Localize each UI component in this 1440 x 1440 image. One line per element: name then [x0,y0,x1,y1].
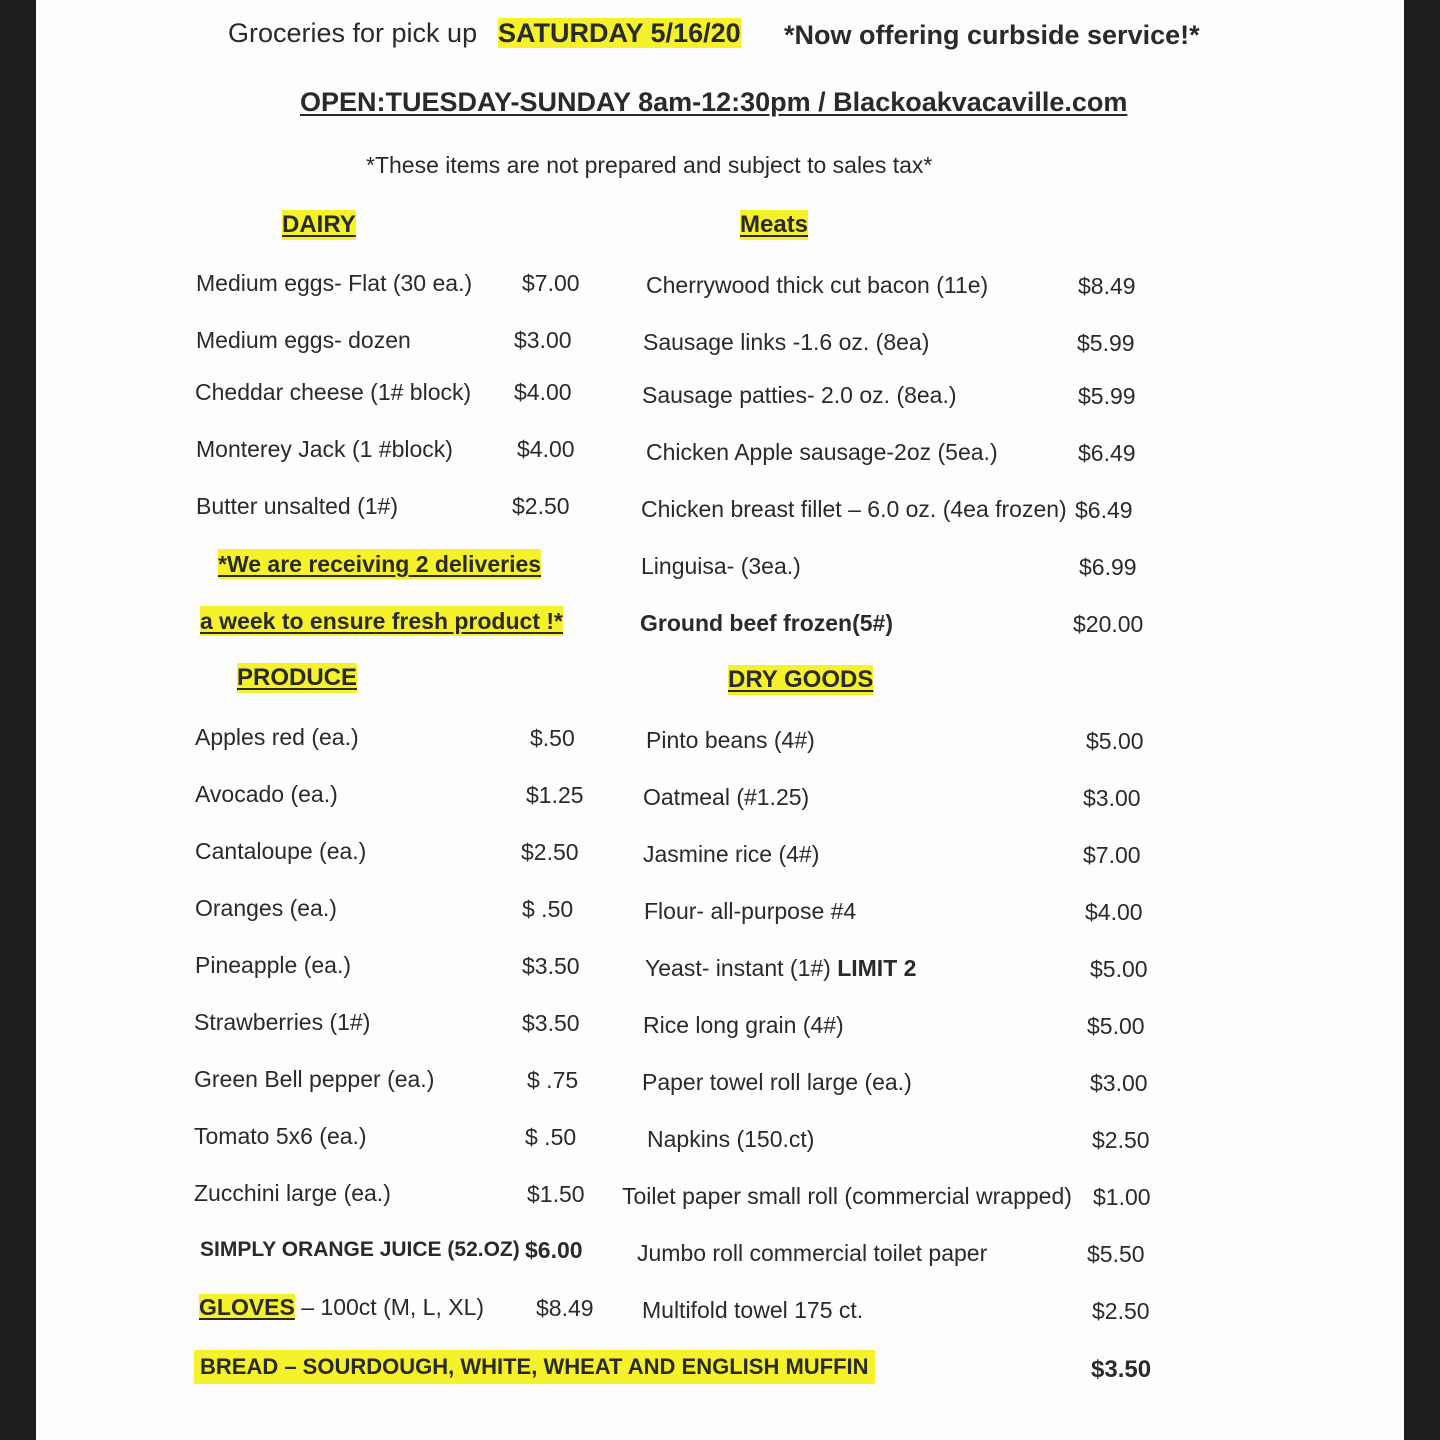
gloves-row [199,1292,484,1322]
produce-item-price: $1.50 [527,1181,585,1207]
dry-goods-item-price: $2.50 [1092,1127,1150,1153]
dry-goods-item-name: Yeast- instant (1#) [645,955,831,981]
dry-goods-item-price: $5.00 [1086,728,1144,754]
meats-item-price: $6.49 [1075,497,1133,523]
dry-goods-item-price: $5.50 [1087,1241,1145,1267]
dry-goods-item-name: Jumbo roll commercial toilet paper [637,1240,988,1266]
produce-item-price: $3.50 [522,953,580,979]
meats-item-price: $6.99 [1079,554,1137,580]
produce-item-name: Cantaloupe (ea.) [195,838,367,864]
meats-item-price: $8.49 [1078,273,1136,299]
dry-goods-item-name: Multifold towel 175 ct. [642,1297,864,1323]
dry-goods-item-price: $3.00 [1090,1070,1148,1096]
produce-item-name: Apples red (ea.) [195,724,359,750]
produce-item-price: $1.25 [526,782,584,808]
dairy-heading: DAIRY [282,211,356,238]
meats-item-name: Linguisa- (3ea.) [641,553,801,579]
dry-goods-item-price: $4.00 [1085,899,1143,925]
dairy-item-name: Medium eggs- dozen [196,327,411,353]
dairy-item-name: Cheddar cheese (1# block) [195,379,472,405]
produce-item-price: $ .50 [522,896,574,922]
produce-item-name: Pineapple (ea.) [195,952,351,978]
dry-goods-item-name: Oatmeal (#1.25) [643,784,810,810]
delivery-note-line2: a week to ensure fresh product !* [200,608,563,634]
produce-item-name: Green Bell pepper (ea.) [194,1066,435,1092]
dry-goods-item-name: Jasmine rice (4#) [643,841,820,867]
produce-item-price: $ .75 [527,1067,579,1093]
meats-item-name: Sausage patties- 2.0 oz. (8ea.) [642,382,957,408]
bread-price: $3.50 [1091,1356,1152,1383]
dry-goods-item-name: Paper towel roll large (ea.) [642,1069,912,1095]
dry-goods-item-price: $5.00 [1087,1013,1145,1039]
dry-goods-item-price: $5.00 [1090,956,1148,982]
meats-item-name: Chicken Apple sausage-2oz (5ea.) [646,439,998,465]
curbside-note: *Now offering curbside service!* [784,20,1200,50]
dairy-item-name: Butter unsalted (1#) [196,493,399,519]
dairy-item-price: $4.00 [517,436,575,462]
dry-goods-item-name: Rice long grain (4#) [643,1012,844,1038]
header-prefix: Groceries for pick up [228,18,478,48]
dairy-item-price: $4.00 [514,379,572,405]
meats-heading: Meats [740,211,809,238]
meats-item-price: $20.00 [1073,611,1144,637]
produce-item-price: $3.50 [522,1010,580,1036]
produce-item-price: $6.00 [525,1237,583,1263]
gloves-label: GLOVES [199,1294,295,1320]
meats-item-price: $6.49 [1078,440,1136,466]
produce-item-price: $ .50 [525,1124,577,1150]
gloves-detail: – 100ct (M, L, XL) [294,1294,485,1320]
dairy-item-price: $7.00 [522,270,580,296]
produce-item-name: Tomato 5x6 (ea.) [194,1123,367,1149]
meats-item-name: Cherrywood thick cut bacon (11e) [646,272,989,298]
delivery-note-line1: *We are receiving 2 deliveries [218,551,542,577]
produce-item-name: Avocado (ea.) [195,781,338,807]
meats-item-name: Ground beef frozen(5#) [640,610,894,636]
dry-goods-heading: DRY GOODS [728,666,874,693]
yeast-row [645,953,916,983]
pickup-date: SATURDAY 5/16/20 [498,18,741,48]
dairy-item-price: $2.50 [512,493,570,519]
produce-item-name: Zucchini large (ea.) [194,1180,391,1206]
gloves-price: $8.49 [536,1295,594,1321]
produce-item-name: Oranges (ea.) [195,895,337,921]
dairy-item-price: $3.00 [514,327,572,353]
bread-label: BREAD – SOURDOUGH, WHITE, WHEAT AND ENGLISH MUFFIN [194,1350,875,1384]
grocery-flyer [36,0,1404,1440]
dry-goods-item-name: Toilet paper small roll (commercial wrapped) [622,1183,1072,1209]
produce-item-name: SIMPLY ORANGE JUICE (52.OZ) [200,1238,520,1261]
meats-item-name: Chicken breast fillet – 6.0 oz. (4ea frozen) [641,496,1067,522]
dairy-item-name: Monterey Jack (1 #block) [196,436,453,462]
dry-goods-item-name: Pinto beans (4#) [646,727,815,753]
yeast-limit: LIMIT 2 [837,955,917,981]
meats-item-name: Sausage links -1.6 oz. (8ea) [643,329,930,355]
meats-item-price: $5.99 [1077,330,1135,356]
dairy-item-name: Medium eggs- Flat (30 ea.) [196,270,473,296]
produce-item-price: $2.50 [521,839,579,865]
produce-heading: PRODUCE [237,664,358,691]
dry-goods-item-price: $7.00 [1083,842,1141,868]
dry-goods-item-price: $1.00 [1093,1184,1151,1210]
dry-goods-item-price: $3.00 [1083,785,1141,811]
tax-note: *These items are not prepared and subject to sales tax* [366,152,933,178]
dry-goods-item-name: Napkins (150.ct) [647,1126,815,1152]
dry-goods-item-name: Flour- all-purpose #4 [644,898,857,924]
produce-item-price: $.50 [530,725,575,751]
meats-item-price: $5.99 [1078,383,1136,409]
store-hours: OPEN:TUESDAY-SUNDAY 8am-12:30pm / Blackoakvacaville.com [300,87,1128,117]
produce-item-name: Strawberries (1#) [194,1009,371,1035]
dry-goods-item-price: $2.50 [1092,1298,1150,1324]
